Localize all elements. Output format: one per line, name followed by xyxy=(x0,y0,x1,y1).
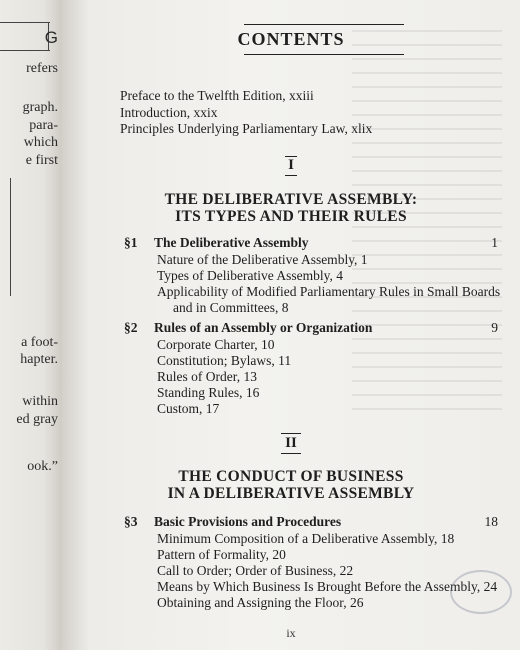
section-page: 1 xyxy=(491,235,498,250)
left-text-fragment: a foot- xyxy=(21,335,58,350)
part-numeral: II xyxy=(285,435,297,451)
part-numeral-rule xyxy=(281,433,301,434)
left-text-fragment: which xyxy=(23,135,58,150)
part-title-line: IN A DELIBERATIVE ASSEMBLY xyxy=(167,485,415,502)
toc-entry: Standing Rules, 16 xyxy=(157,385,260,400)
section-number: §2 xyxy=(124,320,138,335)
preliminary-list xyxy=(120,88,372,138)
title-rule-bottom xyxy=(244,54,404,55)
toc-entry: Call to Order; Order of Business, 22 xyxy=(157,563,354,578)
part-title xyxy=(62,468,520,502)
toc-entry: Custom, 17 xyxy=(157,401,220,416)
toc-entry: Pattern of Formality, 20 xyxy=(157,547,286,562)
part-numeral: I xyxy=(288,157,294,173)
left-text-fragment: graph. xyxy=(22,100,58,115)
section-number: §1 xyxy=(124,235,138,250)
preliminary-item: Introduction, xxix xyxy=(120,104,218,120)
preliminary-item: Preface to the Twelfth Edition, xxiii xyxy=(120,88,314,103)
left-text-fragment: para- xyxy=(29,118,58,133)
left-page-rule xyxy=(0,50,50,51)
toc-entry: Obtaining and Assigning the Floor, 26 xyxy=(157,595,364,610)
section-entries xyxy=(157,337,291,417)
section-title: Basic Provisions and Procedures xyxy=(154,514,342,529)
left-page-rule xyxy=(0,22,50,23)
toc-entry: Types of Deliberative Assembly, 4 xyxy=(157,268,344,283)
left-text-fragment: ed gray xyxy=(16,412,58,427)
toc-entry: and in Committees, 8 xyxy=(173,300,289,315)
watermark-stamp xyxy=(450,570,512,614)
page-number: ix xyxy=(286,626,296,640)
toc-entry: Corporate Charter, 10 xyxy=(157,337,275,352)
left-text-fragment: G xyxy=(44,28,58,47)
left-page-rule xyxy=(10,178,11,296)
contents-page xyxy=(62,0,520,650)
section-page: 9 xyxy=(491,320,498,335)
section-title: The Deliberative Assembly xyxy=(154,235,309,250)
section-title: Rules of an Assembly or Organization xyxy=(154,320,373,335)
part-title-line: THE CONDUCT OF BUSINESS xyxy=(178,468,404,485)
title-rule-top xyxy=(244,24,404,25)
left-text-fragment: ook.” xyxy=(27,459,58,474)
toc-entry: Minimum Composition of a Deliberative Assembly, 18 xyxy=(157,531,455,546)
page-title: CONTENTS xyxy=(237,29,345,49)
left-text-fragment: hapter. xyxy=(20,352,58,367)
part-numeral-rule xyxy=(281,453,301,454)
part-title-line: THE DELIBERATIVE ASSEMBLY: xyxy=(164,191,418,208)
section-entries xyxy=(157,531,497,611)
toc-entry: Means by Which Business Is Brought Before the Assembly, 24 xyxy=(157,579,498,594)
section-number: §3 xyxy=(124,514,138,529)
left-text-fragment: refers xyxy=(26,61,58,76)
section-entries xyxy=(157,252,500,316)
toc-entry: Applicability of Modified Parliamentary Rules in Small Boards xyxy=(157,284,501,299)
section-page: 18 xyxy=(484,514,498,529)
part-title xyxy=(62,191,520,225)
left-text-fragment: within xyxy=(22,394,58,409)
left-text-fragment: e first xyxy=(25,153,58,168)
left-page-fragment xyxy=(0,0,62,650)
part-numeral-rule xyxy=(285,175,297,176)
toc-entry: Constitution; Bylaws, 11 xyxy=(157,353,292,368)
preliminary-item: Principles Underlying Parliamentary Law, xlix xyxy=(120,121,373,136)
toc-entry: Rules of Order, 13 xyxy=(157,369,257,384)
toc-entry: Nature of the Deliberative Assembly, 1 xyxy=(157,252,368,267)
part-title-line: ITS TYPES AND THEIR RULES xyxy=(175,208,407,225)
